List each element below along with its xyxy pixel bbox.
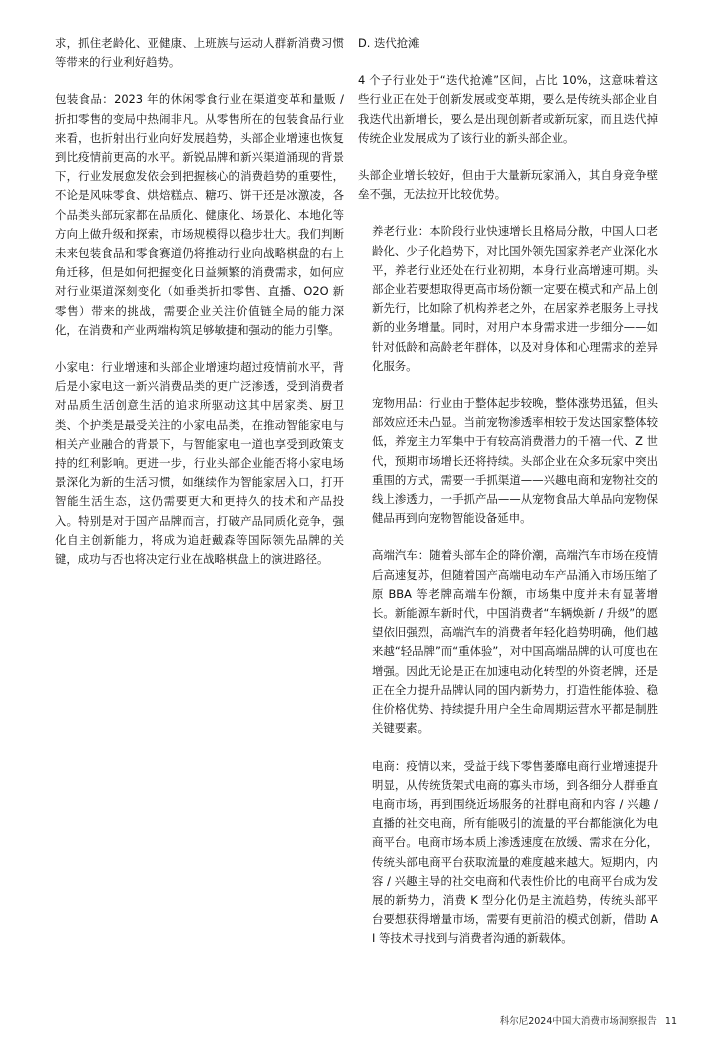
industry-list <box>358 222 658 948</box>
paragraph-section-intro: 4 个子行业处于“迭代抢滩”区间，占比 10%，这意味着这些行业正在处于创新发展或变革期，要么是传统头部企业自我迭代出新增长，要么是出现创新者或新玩家，而且迭代掉传统企业发展成为了该行业的新头部企业。 <box>358 73 658 145</box>
right-column <box>358 34 658 967</box>
paragraph-pet-supplies: 宠物用品：行业由于整体起步较晚，整体涨势迅猛，但头部效应还未凸显。当前宠物渗透率相较于发达国家整体较低，养宠主力军集中于有较高消费潜力的千禧一代、Z 世代，预期市场增长还将持续。头部企业在众多玩家中突出重围的方式，需要一手抓渠道——兴趣电商和宠物社交的线上渗透力，一手抓产品——从宠物食品大单品向宠物保健品再到向宠物智能设备延申。 <box>372 396 658 526</box>
paragraph-premium-auto: 高端汽车：随着头部车企的降价潮，高端汽车市场在疫情后高速复苏，但随着国产高端电动车产品涌入市场压缩了原 BBA 等老牌高端车份额，市场集中度并未有显著增长。新能源车新时代，中国消费者“车辆焕新 / 升级”的愿望依旧强烈，高端汽车的消费者年轻化趋势明确，他们越来越“轻品牌”而“重体验”，对中国高端品牌的认可度也在增强。因此无论是正在加速电动化转型的外资老牌，还是正在全力提升品牌认同的国内新势力，打造性能体验、稳住价格优势、持续提升用户全生命周期运营水平都是制胜关键要素。 <box>372 548 658 736</box>
left-column <box>55 34 344 587</box>
page-number: 11 <box>664 1016 677 1027</box>
paragraph-elderly-care: 养老行业：本阶段行业快速增长且格局分散，中国人口老龄化、少子化趋势下，对比国外领先国家养老产业深化水平，养老行业还处在行业初期，本身行业高增速可期。头部企业若要想取得更高市场份额一定要在模式和产品上创新先行，比如除了机构养老之外，在居家养老服务上寻找新的业务增量。同时，对用户本身需求进一步细分——如针对低龄和高龄老年群体，以及对身体和心理需求的差异化服务。 <box>372 224 658 373</box>
paragraph-intro-continuation: 求，抓住老龄化、亚健康、上班族与运动人群新消费习惯等带来的行业利好趋势。 <box>55 36 344 70</box>
paragraph-section-note: 头部企业增长较好，但由于大量新玩家涌入，其自身竞争壁垒不强，无法拉开比较优势。 <box>358 168 658 202</box>
paragraph-ecommerce: 电商：疫情以来，受益于线下零售萎靡电商行业增速提升明显，从传统货架式电商的寡头市场，到各细分人群垂直电商市场，再到围绕近场服务的社群电商和内容 / 兴趣 / 直播的社交电商，所有能吸引的流量的平台都能演化为电商平台。电商市场本质上渗透速度在放缓、需求在分化，传统头部电商平台获取流量的难度越来越大。短期内，内容 / 兴趣主导的社交电商和代表性价比的电商平台成为发展的新势力，消费 K 型分化仍是主流趋势，传统头部平台要想获得增量市场，需要有更前沿的模式创新，借助 AI 等技术寻找到与消费者沟通的新载体。 <box>372 758 658 946</box>
report-title: 科尔尼2024中国大消费市场洞察报告 <box>499 1016 657 1027</box>
section-heading: D. 迭代抢滩 <box>358 36 420 50</box>
paragraph-small-appliances: 小家电：行业增速和头部企业增速均超过疫情前水平，背后是小家电这一新兴消费品类的更广泛渗透，受到消费者对品质生活创意生活的追求所驱动这其中居家类、厨卫类、个护类是最受关注的小家电品类，在推动智能家电与相关产业融合的背景下，与智能家电一道也享受到政策支持的红利影响。更进一步，行业头部企业能否将小家电场景深化为新的生活习惯，如继续作为智能家居入口，打开智能生活生态，这仍需要更大和更持久的技术和产品投入。特别是对于国产品牌而言，打破产品同质化竞争，强化自主创新能力，将成为追赶戴森等国际领先品牌的关键，成功与否也将决定行业在战略棋盘上的演进路径。 <box>55 360 344 567</box>
page-footer <box>500 1013 677 1027</box>
paragraph-packaged-food: 包装食品：2023 年的休闲零食行业在渠道变革和量贩 / 折扣零售的变局中热闹非凡。从零售所在的包装食品行业来看，也折射出行业向好发展趋势，头部企业增速也恢复到比疫情前更高的水平。新锐品牌和新兴渠道涌现的背景下，行业发展愈发依会到把握核心的消费趋势的重要性，不论是风味零食、烘焙糕点、糖巧、饼干还是冰激凌，各个品类头部玩家都在品质化、健康化、场景化、本地化等方向上做升级和探索，市场规模得以稳步壮大。我们判断未来包装食品和零食赛道仍将推动行业向战略棋盘的右上角迁移，但是如何把握变化日益频繁的消费需求，如何应对行业渠道深刻变化（如垂类折扣零售、直播、O2O 新零售）带来的挑战，需要企业关注价值链全局的能力深化，在消费和产业两端构筑足够敏捷和强动的能力引擎。 <box>55 92 344 337</box>
